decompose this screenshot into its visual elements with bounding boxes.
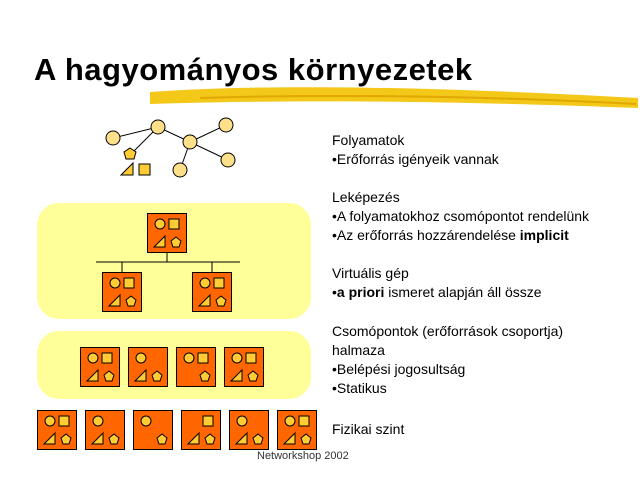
node-box-vm-left [102,272,142,312]
resource-node-icon [177,348,217,388]
resource-node-icon [129,348,169,388]
node-set-text [332,322,563,398]
mapping-line2-bold: implicit [519,227,569,243]
resource-node-icon [38,411,78,451]
virtual-machine-bullet: • [332,284,337,300]
node-box-set-1 [80,347,120,387]
node-box-physical-1 [37,410,77,450]
resource-node-icon [81,348,121,388]
node-box-physical-6 [277,410,317,450]
node-set-heading2: halmaza [332,342,385,358]
mapping-heading: Leképezés [332,189,400,205]
virtual-machine-bold: a priori [336,284,385,300]
node-box-physical-4 [181,410,221,450]
node-box-set-3 [176,347,216,387]
virtual-machine-text [332,264,542,302]
node-box-set-4 [224,347,264,387]
mapping-line2-prefix: •Az erőforrás hozzárendelése [332,227,520,243]
node-box-physical-2 [85,410,125,450]
node-box-physical-5 [229,410,269,450]
virtual-machine-line1 [332,283,542,302]
physical-heading: Fizikai szint [332,421,405,437]
resource-node-icon [278,411,318,451]
node-set-heading: Csomópontok (erőforrások csoportja) [332,323,564,339]
mapping-text [332,188,589,245]
node-set-line2: •Statikus [332,380,387,396]
resource-node-icon [225,348,265,388]
processes-line1: •Erőforrás igényeik vannak [332,151,499,167]
node-box-root [147,213,187,253]
node-set-line1: •Belépési jogosultság [332,361,466,377]
mapping-line1: •A folyamatokhoz csomópontot rendelünk [332,208,590,224]
resource-node-icon [86,411,126,451]
resource-node-icon [230,411,270,451]
physical-text [332,420,404,439]
node-box-physical-3 [133,410,173,450]
resource-node-icon [148,214,188,254]
processes-heading: Folyamatok [332,132,405,148]
virtual-machine-heading: Virtuális gép [332,265,409,281]
resource-node-icon [103,273,143,313]
slide-title: A hagyományos környezetek [34,52,473,87]
footer-text: Networkshop 2002 [257,450,349,462]
processes-text [332,131,499,169]
virtual-machine-rest: ismeret alapján áll össze [384,284,542,300]
node-box-set-2 [128,347,168,387]
mapping-line2 [332,226,589,245]
resource-node-icon [193,273,233,313]
resource-node-icon [134,411,174,451]
node-box-vm-right [192,272,232,312]
resource-node-icon [182,411,222,451]
